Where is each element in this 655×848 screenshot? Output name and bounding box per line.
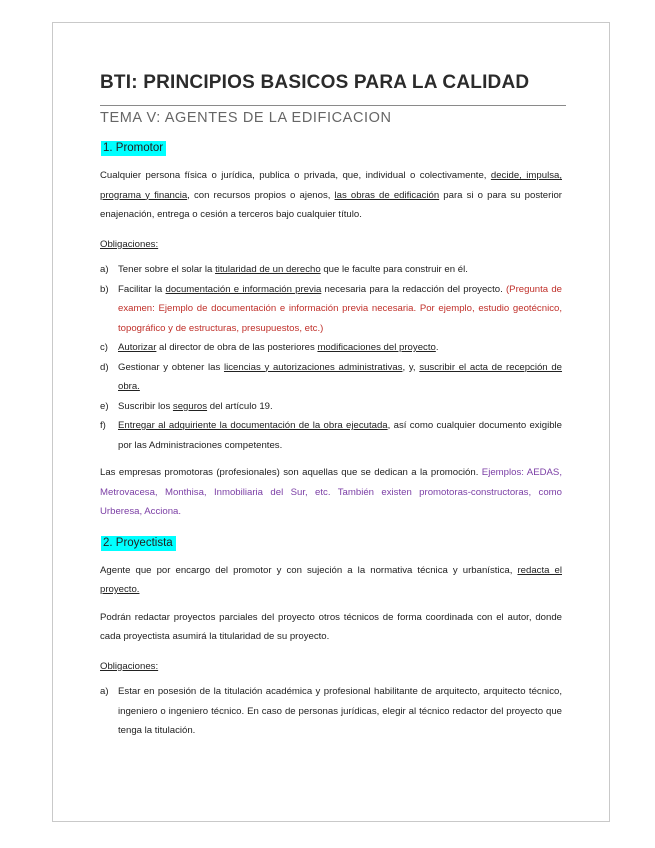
document-page (52, 22, 610, 822)
list-item: e) Suscribir los seguros del artículo 19. (100, 400, 273, 412)
proyectista-definition: Agente que por encargo del promotor y con sujeción a la normativa técnica y urbanística, redacta el proyecto. (100, 564, 562, 595)
promotor-obligaciones-list (100, 260, 562, 455)
list-item: d) Gestionar y obtener las licencias y autorizaciones administrativas, y, suscribir el acta de recepción de obra. (100, 361, 563, 392)
promotoras-examples: Ejemplos: AEDAS, Metrovacesa, Monthisa, Inmobiliaria del Sur, etc. También existen promotoras-constructoras, como Urberesa, Acciona. (100, 467, 562, 517)
proyectos-parciales-paragraph: Podrán redactar proyectos parciales del proyecto otros técnicos de forma coordinada con el autor, donde cada proyectista asumirá la titularidad de su proyecto. (100, 611, 562, 642)
document-content (100, 71, 562, 741)
list-item: a) Tener sobre el solar la titularidad de un derecho que le faculte para construir en él. (100, 264, 468, 275)
section-heading-proyectista: 2. Proyectista (101, 536, 176, 551)
promotor-definition: Cualquier persona física o jurídica, publica o privada, que, individual o colectivamente, decide, impulsa, programa y financia, con recursos propios o ajenos, las obras de edificación para si o para su posterior enajenación, entrega o cesión a terceros bajo cualquier título. (100, 170, 563, 220)
proyectista-obligaciones-list (100, 682, 562, 741)
list-item: c) Autorizar al director de obra de las posteriores modificaciones del proyecto. (100, 342, 439, 353)
promotor-obligaciones-label: Obligaciones: (100, 238, 159, 250)
document-title: BTI: PRINCIPIOS BASICOS PARA LA CALIDAD (100, 72, 530, 93)
section-heading-promotor: 1. Promotor (101, 141, 166, 156)
document-subtitle: TEMA V: AGENTES DE LA EDIFICACION (100, 105, 566, 127)
exam-question-note: (Pregunta de examen: Ejemplo de documentación e información previa necesaria. Por ejemplo, estudio geotécnico, topográfico y de estructuras, presupuestos, etc.) (118, 283, 563, 334)
list-item: f) Entregar al adquiriente la documentación de la obra ejecutada, así como cualquier documento exigible por las Administraciones competentes. (100, 420, 563, 451)
promotoras-paragraph: Las empresas promotoras (profesionales) son aquellas que se dedican a la promoción. Ejemplos: AEDAS, Metrovacesa, Monthisa, Inmobiliaria del Sur, etc. También existen promotoras-constructoras, como Urberesa, Acciona. (100, 467, 562, 517)
proyectista-obligaciones-label: Obligaciones: (100, 660, 159, 672)
list-item: a) Estar en posesión de la titulación académica y profesional habilitante de arquitecto, arquitecto técnico, ingeniero o ingeniero técnico. En caso de personas jurídicas, elegir al técnico redactor del proyecto que tenga la titulación. (100, 686, 562, 736)
list-item: b) Facilitar la documentación e información previa necesaria para la redacción del proyecto. (Pregunta de examen: Ejemplo de documentación e información previa necesaria. Por ejemplo, estudio geotécnico, topográfico y de estructuras, presupuestos, etc.) (100, 283, 563, 334)
